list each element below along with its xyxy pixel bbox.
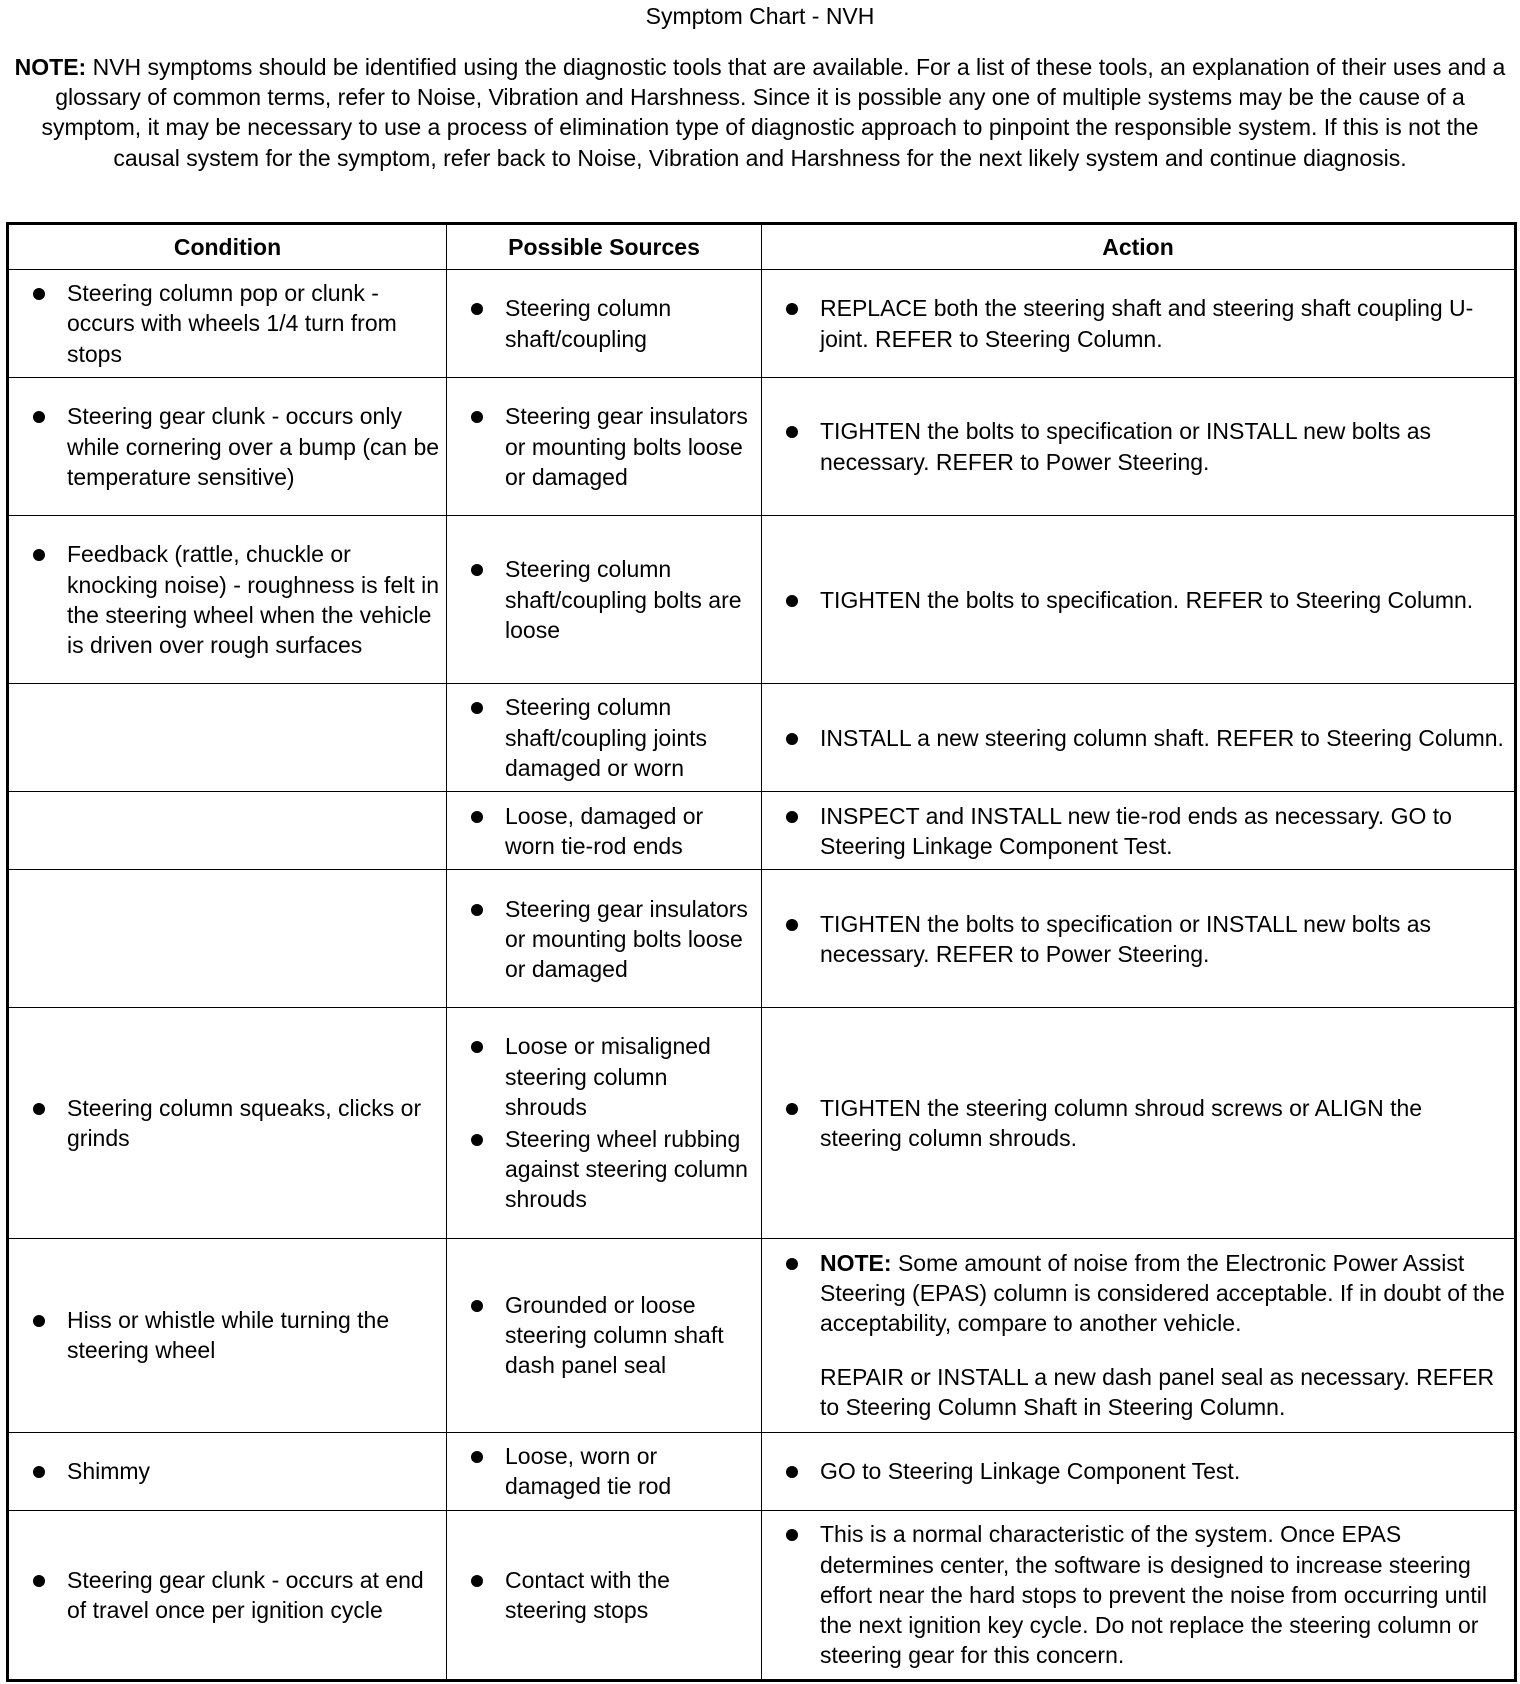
action-item: TIGHTEN the bolts to specification. REFER to Steering Column. bbox=[782, 585, 1508, 615]
action-note-text: Some amount of noise from the Electronic Power Assist Steering (EPAS) column is considered acceptable. If in doubt of the acceptability, compare to another vehicle. bbox=[820, 1249, 1505, 1337]
action-item: TIGHTEN the bolts to specification or INSTALL new bolts as necessary. REFER to Power Steering. bbox=[782, 416, 1508, 476]
condition-item: Hiss or whistle while turning the steering wheel bbox=[29, 1305, 440, 1365]
intro-note bbox=[6, 52, 1514, 173]
table-row bbox=[8, 1510, 1516, 1680]
action-cell bbox=[762, 1008, 1516, 1238]
sources-cell bbox=[447, 870, 762, 1008]
source-item: Steering gear insulators or mounting bolts loose or damaged bbox=[467, 401, 755, 492]
action-item: REPLACE both the steering shaft and steering shaft coupling U-joint. REFER to Steering Column. bbox=[782, 293, 1508, 353]
table-row bbox=[8, 792, 1516, 870]
header-condition: Condition bbox=[8, 224, 447, 270]
table-row bbox=[8, 516, 1516, 684]
condition-cell bbox=[8, 378, 447, 516]
header-action: Action bbox=[762, 224, 1516, 270]
symptom-chart-table bbox=[6, 222, 1517, 1682]
action-item: TIGHTEN the steering column shroud screws or ALIGN the steering column shrouds. bbox=[782, 1093, 1508, 1153]
action-cell bbox=[762, 270, 1516, 378]
condition-cell bbox=[8, 870, 447, 1008]
sources-cell bbox=[447, 1238, 762, 1432]
source-item: Steering gear insulators or mounting bolts loose or damaged bbox=[467, 894, 755, 985]
source-item: Loose, damaged or worn tie-rod ends bbox=[467, 801, 755, 861]
page-title: Symptom Chart - NVH bbox=[645, 3, 875, 29]
source-item: Steering column shaft/coupling joints damaged or worn bbox=[467, 692, 755, 783]
action-cell bbox=[762, 378, 1516, 516]
intro-note-text: NVH symptoms should be identified using the diagnostic tools that are available. For a list of these tools, an explanation of their uses and a glossary of common terms, refer to Noise, Vibration and Harshness. Since it is possible any one of multiple systems may be the cause of a symptom, it may be necessary to use a process of elimination type of diagnostic approach to pinpoint the responsible system. If this is not the causal system for the symptom, refer back to Noise, Vibration and Harshness for the next likely system and continue diagnosis. bbox=[41, 54, 1506, 171]
action-item: INSPECT and INSTALL new tie-rod ends as necessary. GO to Steering Linkage Component Test. bbox=[782, 801, 1508, 861]
action-note-label: NOTE: bbox=[820, 1249, 892, 1276]
action-item: GO to Steering Linkage Component Test. bbox=[782, 1456, 1508, 1486]
condition-cell bbox=[8, 792, 447, 870]
table-row bbox=[8, 1432, 1516, 1510]
condition-item: Feedback (rattle, chuckle or knocking noise) - roughness is felt in the steering wheel when the vehicle is driven over rough surfaces bbox=[29, 539, 440, 660]
condition-item: Steering gear clunk - occurs at end of travel once per ignition cycle bbox=[29, 1565, 440, 1625]
source-item: Steering column shaft/coupling bolts are loose bbox=[467, 554, 755, 645]
condition-item: Steering column squeaks, clicks or grinds bbox=[29, 1093, 440, 1153]
intro-note-label: NOTE: bbox=[14, 54, 87, 80]
sources-cell bbox=[447, 1008, 762, 1238]
source-item: Loose or misaligned steering column shrouds bbox=[467, 1031, 755, 1122]
table-row bbox=[8, 684, 1516, 792]
table-row bbox=[8, 378, 1516, 516]
sources-cell bbox=[447, 516, 762, 684]
action-cell bbox=[762, 792, 1516, 870]
header-possible-sources: Possible Sources bbox=[447, 224, 762, 270]
action-item: TIGHTEN the bolts to specification or INSTALL new bolts as necessary. REFER to Power Steering. bbox=[782, 909, 1508, 969]
condition-cell bbox=[8, 1008, 447, 1238]
sources-cell bbox=[447, 1432, 762, 1510]
table-row bbox=[8, 1008, 1516, 1238]
source-item: Steering wheel rubbing against steering column shrouds bbox=[467, 1124, 755, 1215]
sources-cell bbox=[447, 378, 762, 516]
action-second-paragraph: REPAIR or INSTALL a new dash panel seal as necessary. REFER to Steering Column Shaft in Steering Column. bbox=[820, 1364, 1495, 1421]
sources-cell bbox=[447, 684, 762, 792]
action-cell bbox=[762, 1432, 1516, 1510]
condition-cell bbox=[8, 684, 447, 792]
sources-cell bbox=[447, 1510, 762, 1680]
source-item: Steering column shaft/coupling bbox=[467, 293, 755, 353]
action-cell bbox=[762, 1238, 1516, 1432]
table-row bbox=[8, 1238, 1516, 1432]
action-item bbox=[782, 1248, 1508, 1423]
table-row bbox=[8, 270, 1516, 378]
sources-cell bbox=[447, 792, 762, 870]
source-item: Loose, worn or damaged tie rod bbox=[467, 1441, 755, 1501]
condition-cell bbox=[8, 1432, 447, 1510]
source-item: Contact with the steering stops bbox=[467, 1565, 755, 1625]
condition-cell bbox=[8, 516, 447, 684]
action-cell bbox=[762, 1510, 1516, 1680]
condition-cell bbox=[8, 1238, 447, 1432]
sources-cell bbox=[447, 270, 762, 378]
action-item: INSTALL a new steering column shaft. REFER to Steering Column. bbox=[782, 723, 1508, 753]
action-cell bbox=[762, 870, 1516, 1008]
table-row bbox=[8, 870, 1516, 1008]
condition-item: Steering column pop or clunk - occurs with wheels 1/4 turn from stops bbox=[29, 278, 440, 369]
condition-item: Shimmy bbox=[29, 1456, 440, 1486]
header-row bbox=[8, 224, 1516, 270]
condition-item: Steering gear clunk - occurs only while cornering over a bump (can be temperature sensitive) bbox=[29, 401, 440, 492]
condition-cell bbox=[8, 270, 447, 378]
action-cell bbox=[762, 684, 1516, 792]
source-item: Grounded or loose steering column shaft dash panel seal bbox=[467, 1290, 755, 1381]
action-cell bbox=[762, 516, 1516, 684]
condition-cell bbox=[8, 1510, 447, 1680]
action-item: This is a normal characteristic of the system. Once EPAS determines center, the software is designed to increase steering effort near the hard stops to prevent the noise from occurring until the next ignition key cycle. Do not replace the steering column or steering gear for this concern. bbox=[782, 1519, 1508, 1670]
